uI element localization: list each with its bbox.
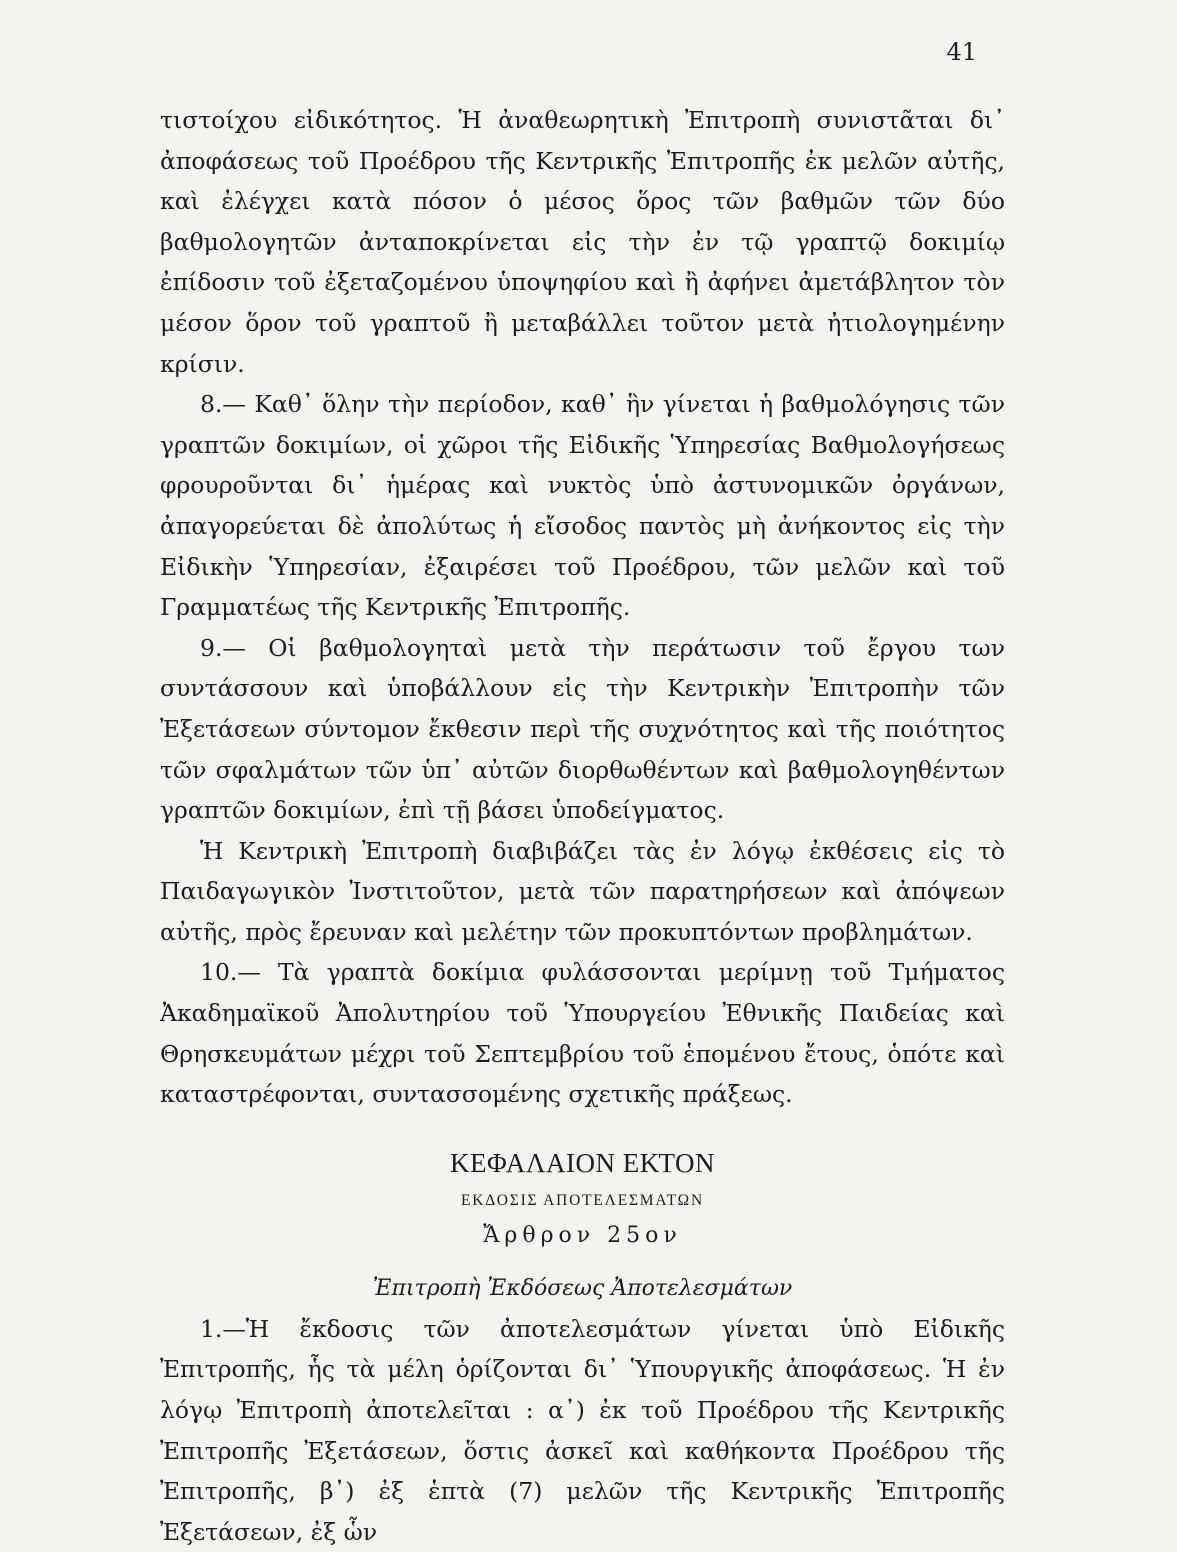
article-label: Ἄρθρον 25ον bbox=[483, 1222, 682, 1248]
paragraph-1-article-25: 1.—Ἡ ἔκδοσις τῶν ἀποτελεσμάτων γίνεται ὑπὸ Εἰδικῆς Ἐπιτροπῆς, ἧς τὰ μέλη ὁρίζονται δι᾽ Ὑπουργικῆς ἀποφάσεως. Ἡ ἐν λόγῳ Ἐπιτροπὴ ἀποτελεῖται : α᾽) ἐκ τοῦ Προέδρου τῆς Κεντρικῆς Ἐπιτροπῆς Ἐξετάσεων, ὅστις ἀσκεῖ καὶ καθήκοντα Προέδρου τῆς Ἐπιτροπῆς, β᾽) ἐξ ἑπτὰ (7) μελῶν τῆς Κεντρικῆς Ἐπιτροπῆς Ἐξετάσεων, ἐξ ὧν bbox=[160, 1314, 1005, 1546]
page-number: 41 bbox=[946, 38, 977, 66]
body-text bbox=[160, 100, 1005, 1552]
paragraph-central-committee: Ἡ Κεντρικὴ Ἐπιτροπὴ διαβιβάζει τὰς ἐν λόγῳ ἐκθέσεις εἰς τὸ Παιδαγωγικὸν Ἰνστιτοῦτον, μετὰ τῶν παρατηρήσεων καὶ ἀπόψεων αὐτῆς, πρὸς ἔρευναν καὶ μελέτην τῶν προκυπτόντων προβλημάτων. bbox=[160, 836, 1005, 946]
chapter-subtitle: ΕΚΔΟΣΙΣ ΑΠΟΤΕΛΕΣΜΑΤΩΝ bbox=[461, 1191, 704, 1209]
paragraph-revision-committee: τιστοίχου εἰδικότητος. Ἡ ἀναθεωρητικὴ Ἐπιτροπὴ συνιστᾶται δι᾽ ἀποφάσεως τοῦ Προέδρου τῆς Κεντρικῆς Ἐπιτροπῆς ἐκ μελῶν αὐτῆς, καὶ ἐλέγχει κατὰ πόσον ὁ μέσος ὅρος τῶν βαθμῶν τῶν δύο βαθμολογητῶν ἀνταποκρίνεται εἰς τὴν ἐν τῷ γραπτῷ δοκιμίῳ ἐπίδοσιν τοῦ ἐξεταζομένου ὑποψηφίου καὶ ἢ ἀφήνει ἀμετάβλητον τὸν μέσον ὅρον τοῦ γραπτοῦ ἢ μεταβάλλει τοῦτον μετὰ ἠτιολογημένην κρίσιν. bbox=[160, 106, 1005, 378]
paragraph-10: 10.— Τὰ γραπτὰ δοκίμια φυλάσσονται μερίμνῃ τοῦ Τμήματος Ἀκαδημαϊκοῦ Ἀπολυτηρίου τοῦ Ὑπουργείου Ἐθνικῆς Παιδείας καὶ Θρησκευμάτων μέχρι τοῦ Σεπτεμβρίου τοῦ ἑπομένου ἔτους, ὁπότε καὶ καταστρέφονται, συντασσομένης σχετικῆς πράξεως. bbox=[160, 958, 1005, 1109]
article-title: Ἐπιτροπὴ Ἐκδόσεως Ἀποτελεσμάτων bbox=[372, 1275, 793, 1301]
paragraph-8: 8.— Καθ᾽ ὅλην τὴν περίοδον, καθ᾽ ἣν γίνεται ἡ βαθμολόγησις τῶν γραπτῶν δοκιμίων, οἱ χῶροι τῆς Εἰδικῆς Ὑπηρεσίας Βαθμολογήσεως φρουροῦνται δι᾽ ἡμέρας καὶ νυκτὸς ὑπὸ ἀστυνομικῶν ὀργάνων, ἀπαγορεύεται δὲ ἀπολύτως ἡ εἴσοδος παντὸς μὴ ἀνήκοντος εἰς τὴν Εἰδικὴν Ὑπηρεσίαν, ἐξαιρέσει τοῦ Προέδρου, τῶν μελῶν καὶ τοῦ Γραμματέως τῆς Κεντρικῆς Ἐπιτροπῆς. bbox=[160, 390, 1005, 622]
paragraph-9: 9.— Οἱ βαθμολογηταὶ μετὰ τὴν περάτωσιν τοῦ ἔργου των συντάσσουν καὶ ὑποβάλλουν εἰς τὴν Κεντρικὴν Ἐπιτροπὴν τῶν Ἐξετάσεων σύντομον ἔκθεσιν περὶ τῆς συχνότητος καὶ τῆς ποιότητος τῶν σφαλμάτων τῶν ὑπ᾽ αὐτῶν διορθωθέντων καὶ βαθμολογηθέντων γραπτῶν δοκιμίων, ἐπὶ τῇ βάσει ὑποδείγματος. bbox=[160, 633, 1005, 825]
chapter-title: ΚΕΦΑΛΑΙΟΝ ΕΚΤΟΝ bbox=[449, 1147, 716, 1178]
